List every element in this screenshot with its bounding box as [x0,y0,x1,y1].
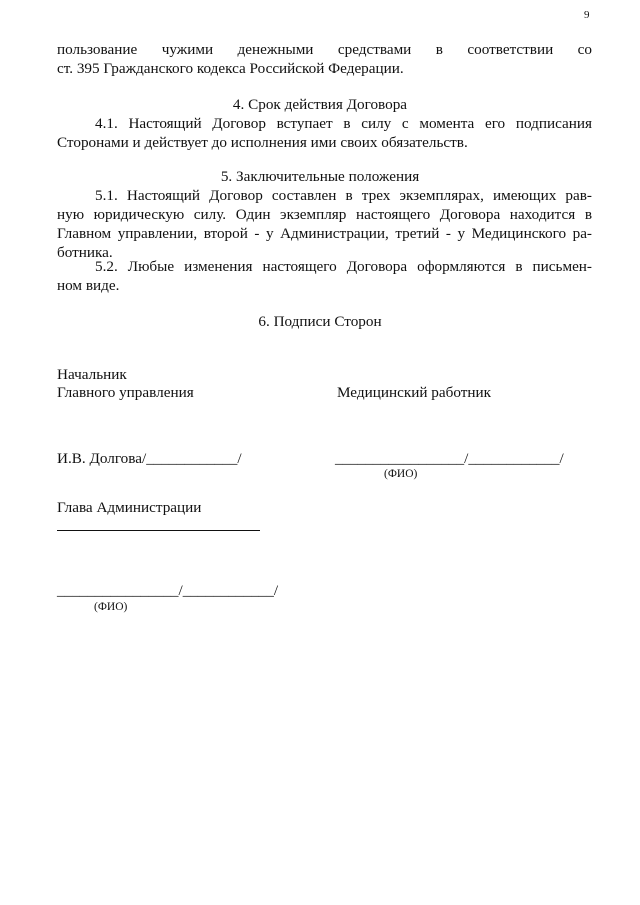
intro-line-1: пользование чужими денежными средствами в соответствии со [57,41,592,58]
section-5-p2-line-2: ном виде. [57,277,120,294]
page-number: 9 [584,9,590,21]
section-6-heading: 6. Подписи Сторон [258,313,382,330]
section-4-heading: 4. Срок действия Договора [232,96,408,113]
admin-title-rule [57,530,260,531]
admin-fio-caption: (ФИО) [94,601,128,613]
section-4-para-line-1: 4.1. Настоящий Договор вступает в силу с момента его подписания [95,115,592,132]
left-signer-name-line: И.В. Долгова/____________/ [57,450,242,467]
section-4-para-line-2: Сторонами и действует до исполнения ими своих обязательств. [57,134,468,151]
right-signer-title: Медицинский работник [337,384,491,401]
left-signer-title-2: Главного управления [57,384,194,401]
intro-line-2: ст. 395 Гражданского кодекса Российской Федерации. [57,60,404,77]
right-signature-line: _________________/____________/ [335,450,564,467]
section-5-p1-line-1: 5.1. Настоящий Договор составлен в трех экземплярах, имеющих рав- [95,187,592,204]
left-signer-title-1: Начальник [57,366,127,383]
section-5-p1-line-4: ботника. [57,244,113,261]
section-5-heading: 5. Заключительные положения [220,168,420,185]
section-5-p2-line-1: 5.2. Любые изменения настоящего Договора оформляются в письмен- [95,258,592,275]
section-5-p1-line-2: ную юридическую силу. Один экземпляр настоящего Договора находится в [57,206,592,223]
admin-title: Глава Администрации [57,499,202,516]
section-5-p1-line-3: Главном управлении, второй - у Администрации, третий - у Медицинского ра- [57,225,592,242]
right-fio-caption: (ФИО) [384,468,418,480]
admin-signature-line: ________________/____________/ [57,582,279,599]
